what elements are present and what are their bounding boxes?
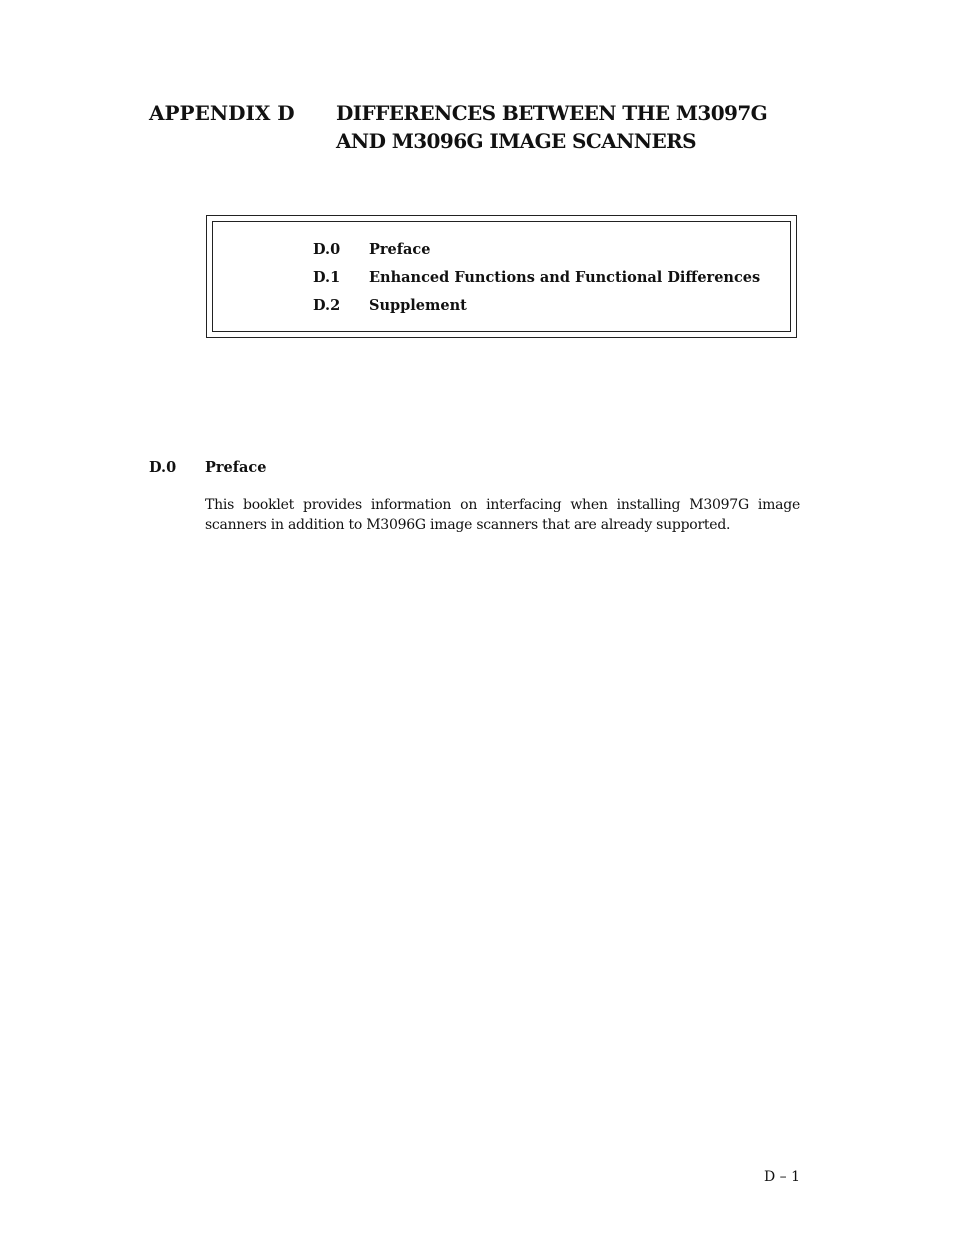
toc-item-number: D.0 (313, 241, 341, 258)
table-of-contents-inner-border (212, 221, 791, 332)
table-of-contents-box (206, 215, 797, 338)
toc-item-supplement (313, 297, 467, 315)
toc-item-preface (313, 241, 430, 259)
toc-item-label: Enhanced Functions and Functional Differences (369, 269, 761, 286)
appendix-title (336, 99, 767, 155)
toc-item-number: D.1 (313, 269, 341, 286)
section-number: D.0 (149, 459, 177, 476)
section-title: Preface (205, 459, 267, 476)
toc-item-enhanced-functions (313, 269, 760, 287)
section-body-paragraph: This booklet provides information on interfacing when installing M3097G image scanners in addition to M3096G image scanners that are already supported. (205, 497, 800, 533)
appendix-label: APPENDIX D (149, 101, 295, 125)
toc-item-label: Preface (369, 241, 431, 258)
toc-item-label: Supplement (369, 297, 467, 314)
appendix-title-line-1: DIFFERENCES BETWEEN THE M3097G (336, 101, 768, 125)
section-heading (149, 459, 266, 477)
page-number: D – 1 (763, 1169, 800, 1185)
appendix-title-line-2: AND M3096G IMAGE SCANNERS (336, 129, 697, 153)
toc-item-number: D.2 (313, 297, 341, 314)
